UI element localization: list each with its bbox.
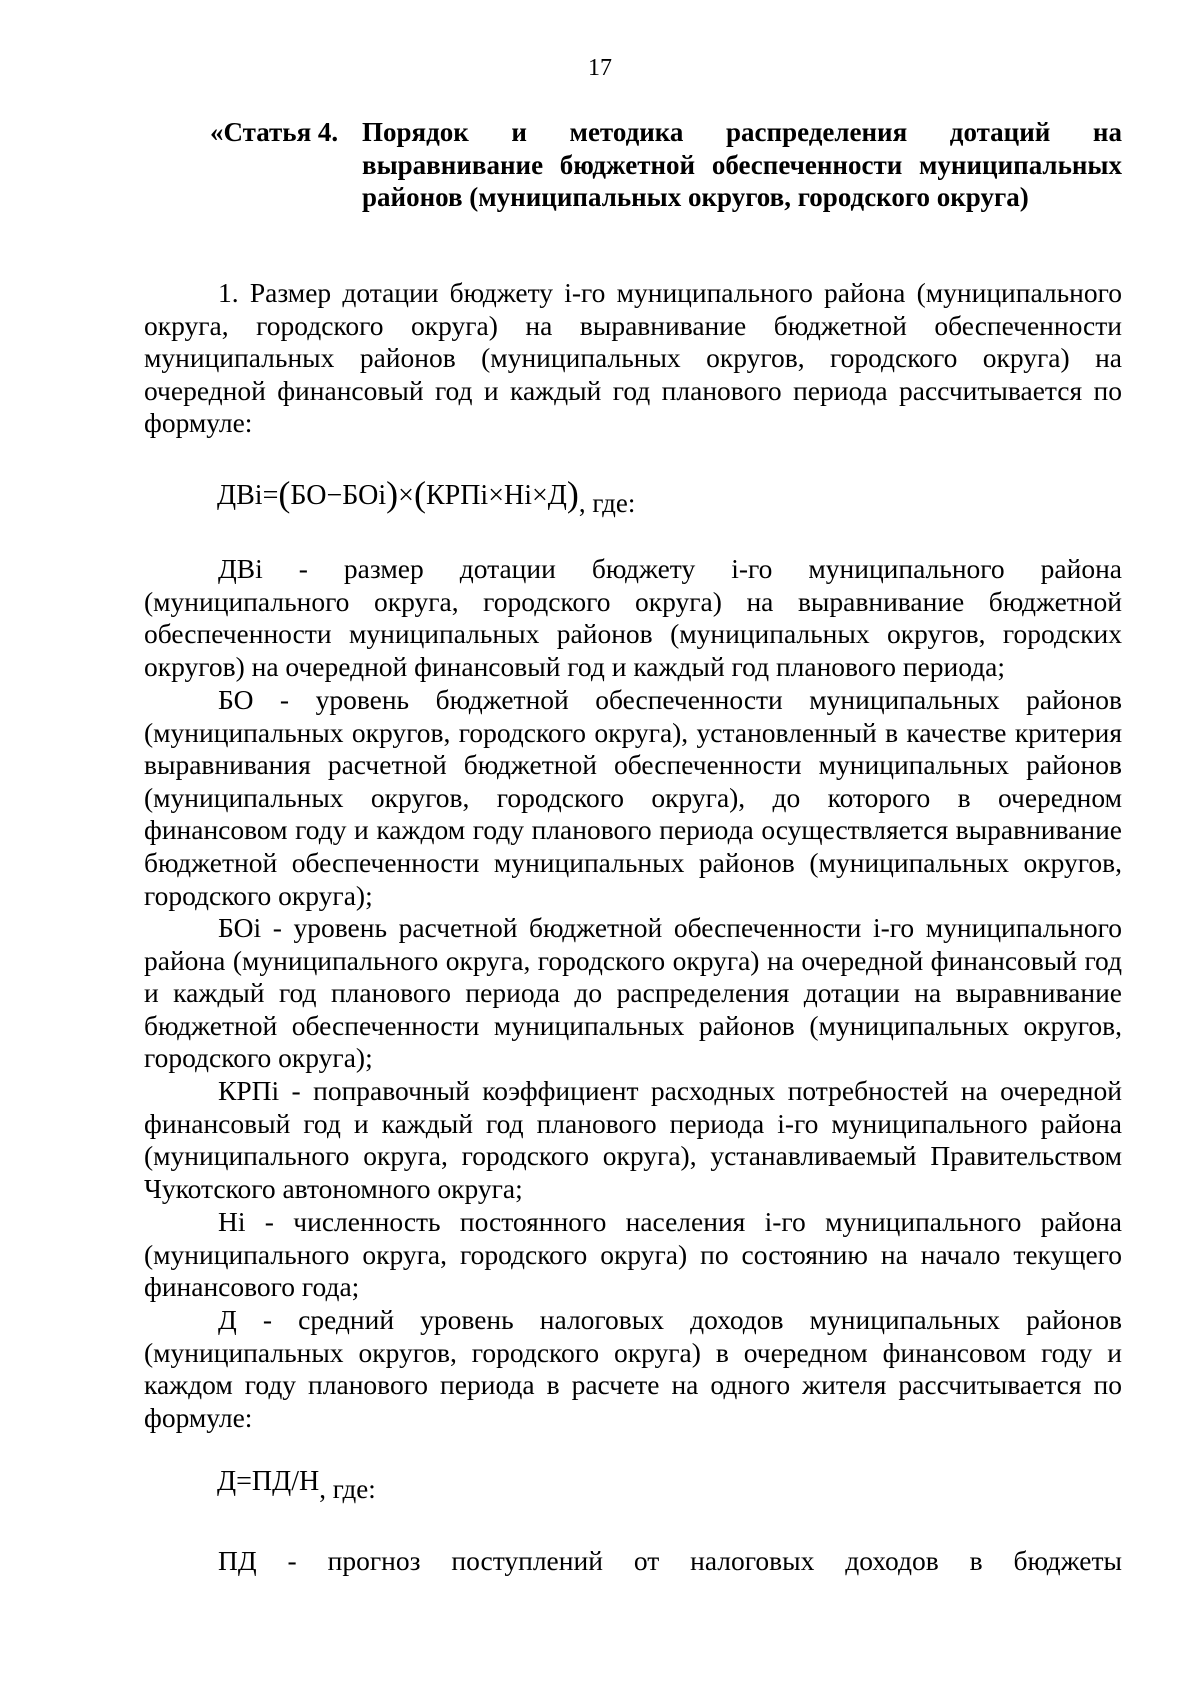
formula-rparen-2: ) [566, 474, 579, 514]
formula-eq: = [262, 480, 279, 511]
definition-krpi: КРПi - поправочный коэффициент расходных потребностей на очередной финансовый год и каждый год планового периода i-го муниципального района (муниципального округа, городского округа), устанавливаемый Правительством Чукотского автономного округа; [144, 1075, 1122, 1204]
formula-minus: − [326, 480, 343, 511]
formula-lparen-2: ( [413, 474, 426, 514]
formula-term-d: Д [547, 480, 567, 511]
page-number: 17 [588, 55, 612, 81]
definition-bo: БО - уровень бюджетной обеспеченности муниципальных районов (муниципальных округов, городского округа), установленный в качестве критерия выравнивания расчетной бюджетной обеспеченности муниципальных районов (муниципальных округов, городского округа), до которого в очередном финансовом году и каждом году планового периода осуществляется выравнивание бюджетной обеспеченности муниципальных районов (муниципальных округов, городского округа); [144, 684, 1122, 911]
formula-suffix: , где: [578, 488, 636, 518]
formula-rparen-1: ) [386, 474, 399, 514]
formula2-den: Н [299, 1466, 320, 1497]
formula-term-krpi: КРПi [425, 480, 489, 511]
definition-pd: ПД - прогноз поступлений от налоговых доходов в бюджеты [218, 1545, 1122, 1576]
definition-boi: БОi - уровень расчетной бюджетной обеспеченности i-го муниципального района (муниципального округа, городского округа) на очередной финансовый год и каждый год планового периода до распределения дотации на выравнивание бюджетной обеспеченности муниципальных районов (муниципальных округов, городского округа); [144, 912, 1122, 1074]
formula2-slash: / [291, 1466, 300, 1497]
article-heading [210, 116, 1122, 214]
formula-times-1: × [398, 480, 414, 511]
definition-dvi: ДВi - размер дотации бюджету i-го муниципального района (муниципального округа, городского округа) на выравнивание бюджетной обеспеченности муниципальных районов (муниципальных округов, городских округов) на очередной финансовый год и каждый год планового периода; [144, 553, 1122, 682]
formula2-eq: = [236, 1466, 252, 1497]
formula-average-income [217, 1461, 376, 1502]
formula-term-bo: БО [290, 480, 327, 511]
formula2-num: ПД [251, 1466, 292, 1497]
formula-term-boi: БОi [342, 480, 387, 511]
formula-lhs: ДВi [217, 480, 263, 511]
paragraph-1: 1. Размер дотации бюджету i-го муниципального района (муниципального округа, городского округа) на выравнивание бюджетной обеспеченности муниципальных районов (муниципальных округов, городского округа) на очередной финансовый год и каждый год планового периода рассчитывается по формуле: [144, 277, 1122, 439]
formula2-suffix: , где: [319, 1474, 376, 1504]
formula-lparen-1: ( [278, 474, 291, 514]
formula-times-3: × [532, 480, 548, 511]
formula-dotation [217, 472, 635, 516]
article-title: Порядок и методика распределения дотаций на выравнивание бюджетной обеспеченности муниципальных районов (муниципальных округов, городского округа) [362, 117, 1122, 213]
article-label: «Статья 4. [210, 117, 339, 147]
formula-term-ni: Нi [504, 480, 532, 511]
definition-ni: Нi - численность постоянного населения i-го муниципального района (муниципального округа, городского округа) по состоянию на начало текущего финансового года; [144, 1206, 1122, 1303]
formula-times-2: × [488, 480, 504, 511]
formula2-lhs: Д [217, 1466, 237, 1497]
definition-d: Д - средний уровень налоговых доходов муниципальных районов (муниципальных округов, городского округа) в очередном финансовом году и каждом году планового периода в расчете на одного жителя рассчитывается по формуле: [144, 1304, 1122, 1433]
